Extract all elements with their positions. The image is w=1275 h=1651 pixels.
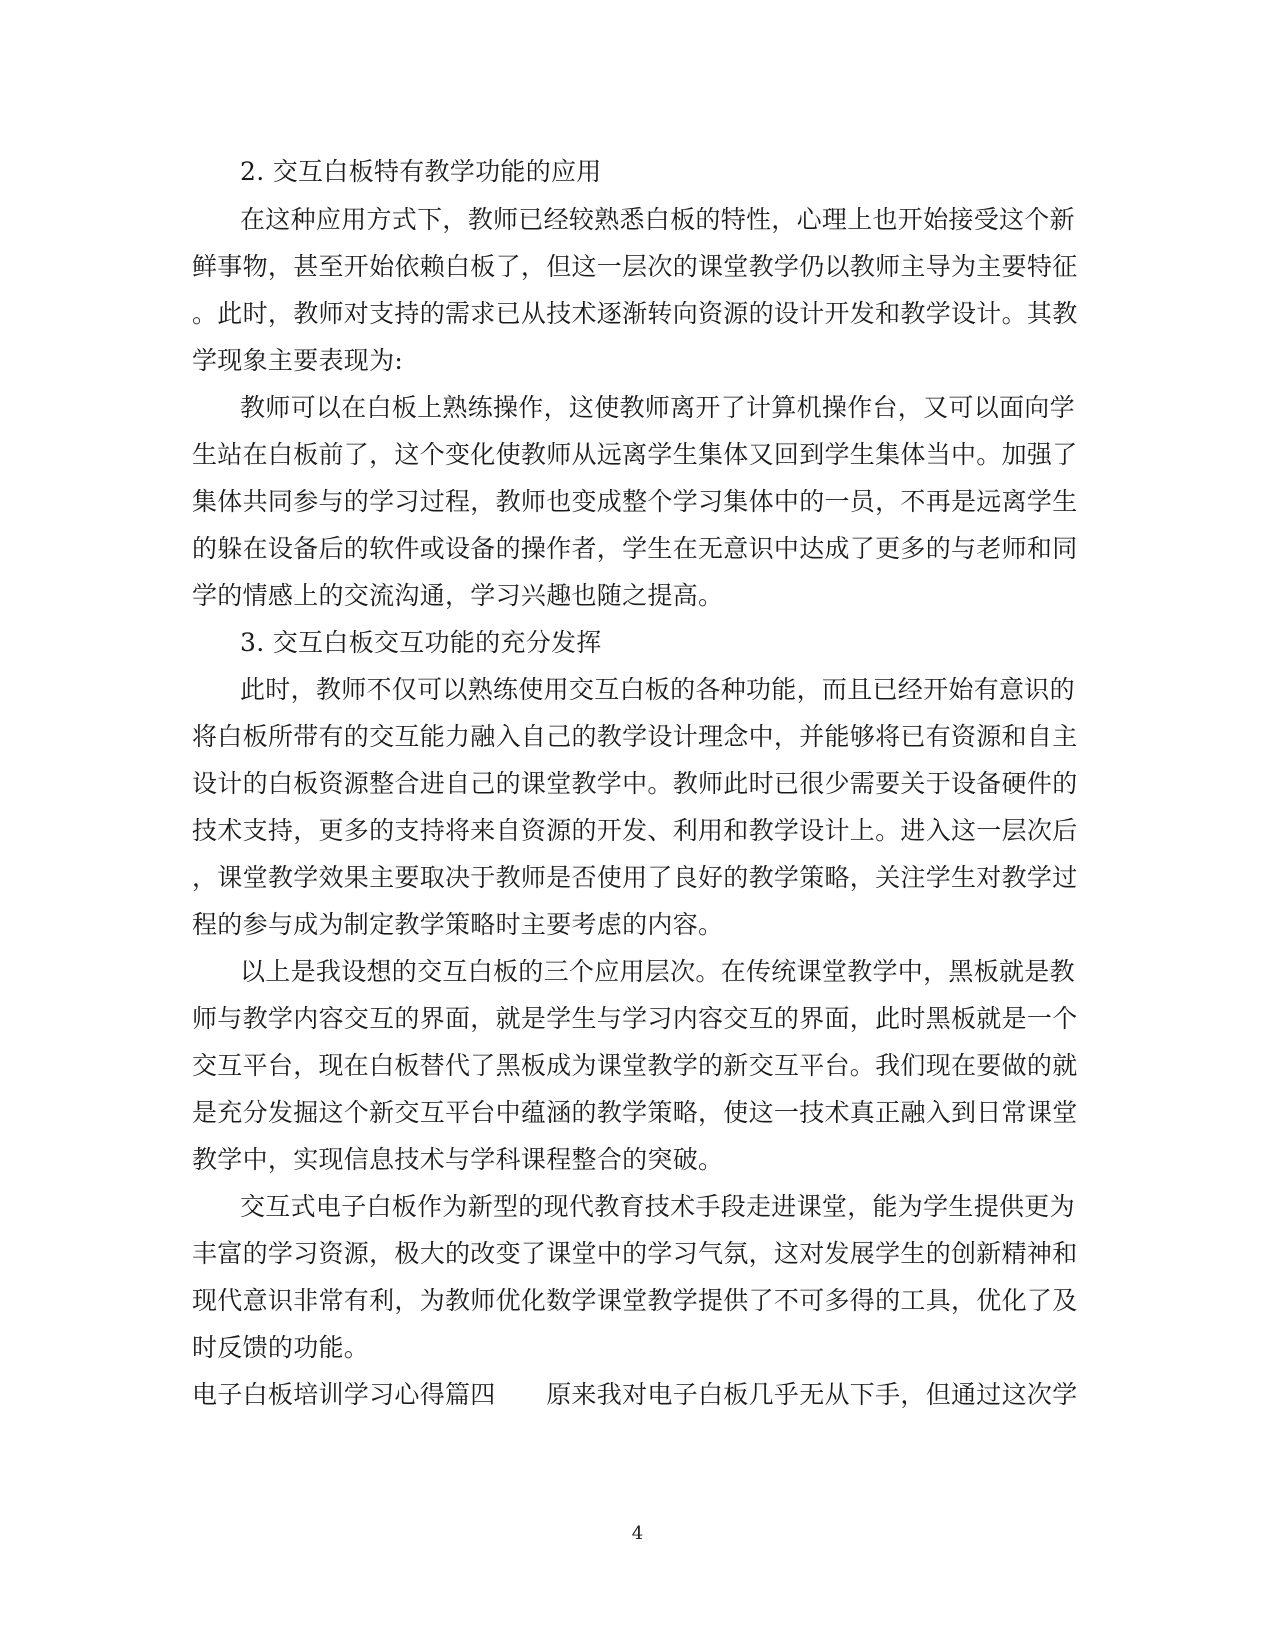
- paragraph-line: ，课堂教学效果主要取决于教师是否使用了良好的教学策略，关注学生对教学过: [192, 863, 1078, 892]
- paragraph-line: 师与教学内容交互的界面，就是学生与学习内容交互的界面，此时黑板就是一个: [192, 1004, 1078, 1033]
- paragraph-line: 设计的白板资源整合进自己的课堂教学中。教师此时已很少需要关于设备硬件的: [192, 769, 1078, 798]
- paragraph-line: 的躲在设备后的软件或设备的操作者，学生在无意识中达成了更多的与老师和同: [192, 534, 1078, 563]
- paragraph-line: 学的情感上的交流沟通，学习兴趣也随之提高。: [192, 581, 724, 610]
- paragraph-line: 将白板所带有的交互能力融入自己的教学设计理念中，并能够将已有资源和自主: [192, 722, 1078, 751]
- paragraph-line: 以上是我设想的交互白板的三个应用层次。在传统课堂教学中，黑板就是教: [240, 957, 1075, 986]
- paragraph-line: 电子白板培训学习心得篇四 原来我对电子白板几乎无从下手，但通过这次学: [192, 1380, 1078, 1409]
- paragraph-line: 技术支持，更多的支持将来自资源的开发、利用和教学设计上。进入这一层次后: [192, 816, 1078, 845]
- paragraph-line: 是充分发掘这个新交互平台中蕴涵的教学策略，使这一技术真正融入到日常课堂: [192, 1098, 1078, 1127]
- paragraph-line: 生站在白板前了，这个变化使教师从远离学生集体又回到学生集体当中。加强了: [192, 440, 1078, 469]
- paragraph-line: 集体共同参与的学习过程，教师也变成整个学习集体中的一员，不再是远离学生: [192, 487, 1078, 516]
- paragraph-line: 程的参与成为制定教学策略时主要考虑的内容。: [192, 910, 724, 939]
- paragraph-line: 交互式电子白板作为新型的现代教育技术手段走进课堂，能为学生提供更为: [240, 1192, 1075, 1221]
- paragraph-line: 教学中，实现信息技术与学科课程整合的突破。: [192, 1145, 724, 1174]
- paragraph-line: 。此时，教师对支持的需求已从技术逐渐转向资源的设计开发和教学设计。其教: [192, 299, 1078, 328]
- section-heading-3: 3. 交互白板交互功能的充分发挥: [240, 628, 602, 657]
- paragraph-line: 鲜事物，甚至开始依赖白板了，但这一层次的课堂教学仍以教师主导为主要特征: [192, 252, 1078, 281]
- paragraph-line: 现代意识非常有利，为教师优化数学课堂教学提供了不可多得的工具，优化了及: [192, 1286, 1078, 1315]
- paragraph-line: 交互平台，现在白板替代了黑板成为课堂教学的新交互平台。我们现在要做的就: [192, 1051, 1078, 1080]
- paragraph-line: 学现象主要表现为:: [192, 346, 404, 375]
- paragraph-line: 时反馈的功能。: [192, 1333, 370, 1362]
- paragraph-line: 此时，教师不仅可以熟练使用交互白板的各种功能，而且已经开始有意识的: [240, 675, 1075, 704]
- paragraph-line: 丰富的学习资源，极大的改变了课堂中的学习气氛，这对发展学生的创新精神和: [192, 1239, 1078, 1268]
- paragraph-line: 在这种应用方式下，教师已经较熟悉白板的特性，心理上也开始接受这个新: [240, 205, 1075, 234]
- paragraph-line: 教师可以在白板上熟练操作，这使教师离开了计算机操作台，又可以面向学: [240, 393, 1075, 422]
- page-number: 4: [631, 1523, 644, 1544]
- section-heading-2: 2. 交互白板特有教学功能的应用: [240, 157, 602, 186]
